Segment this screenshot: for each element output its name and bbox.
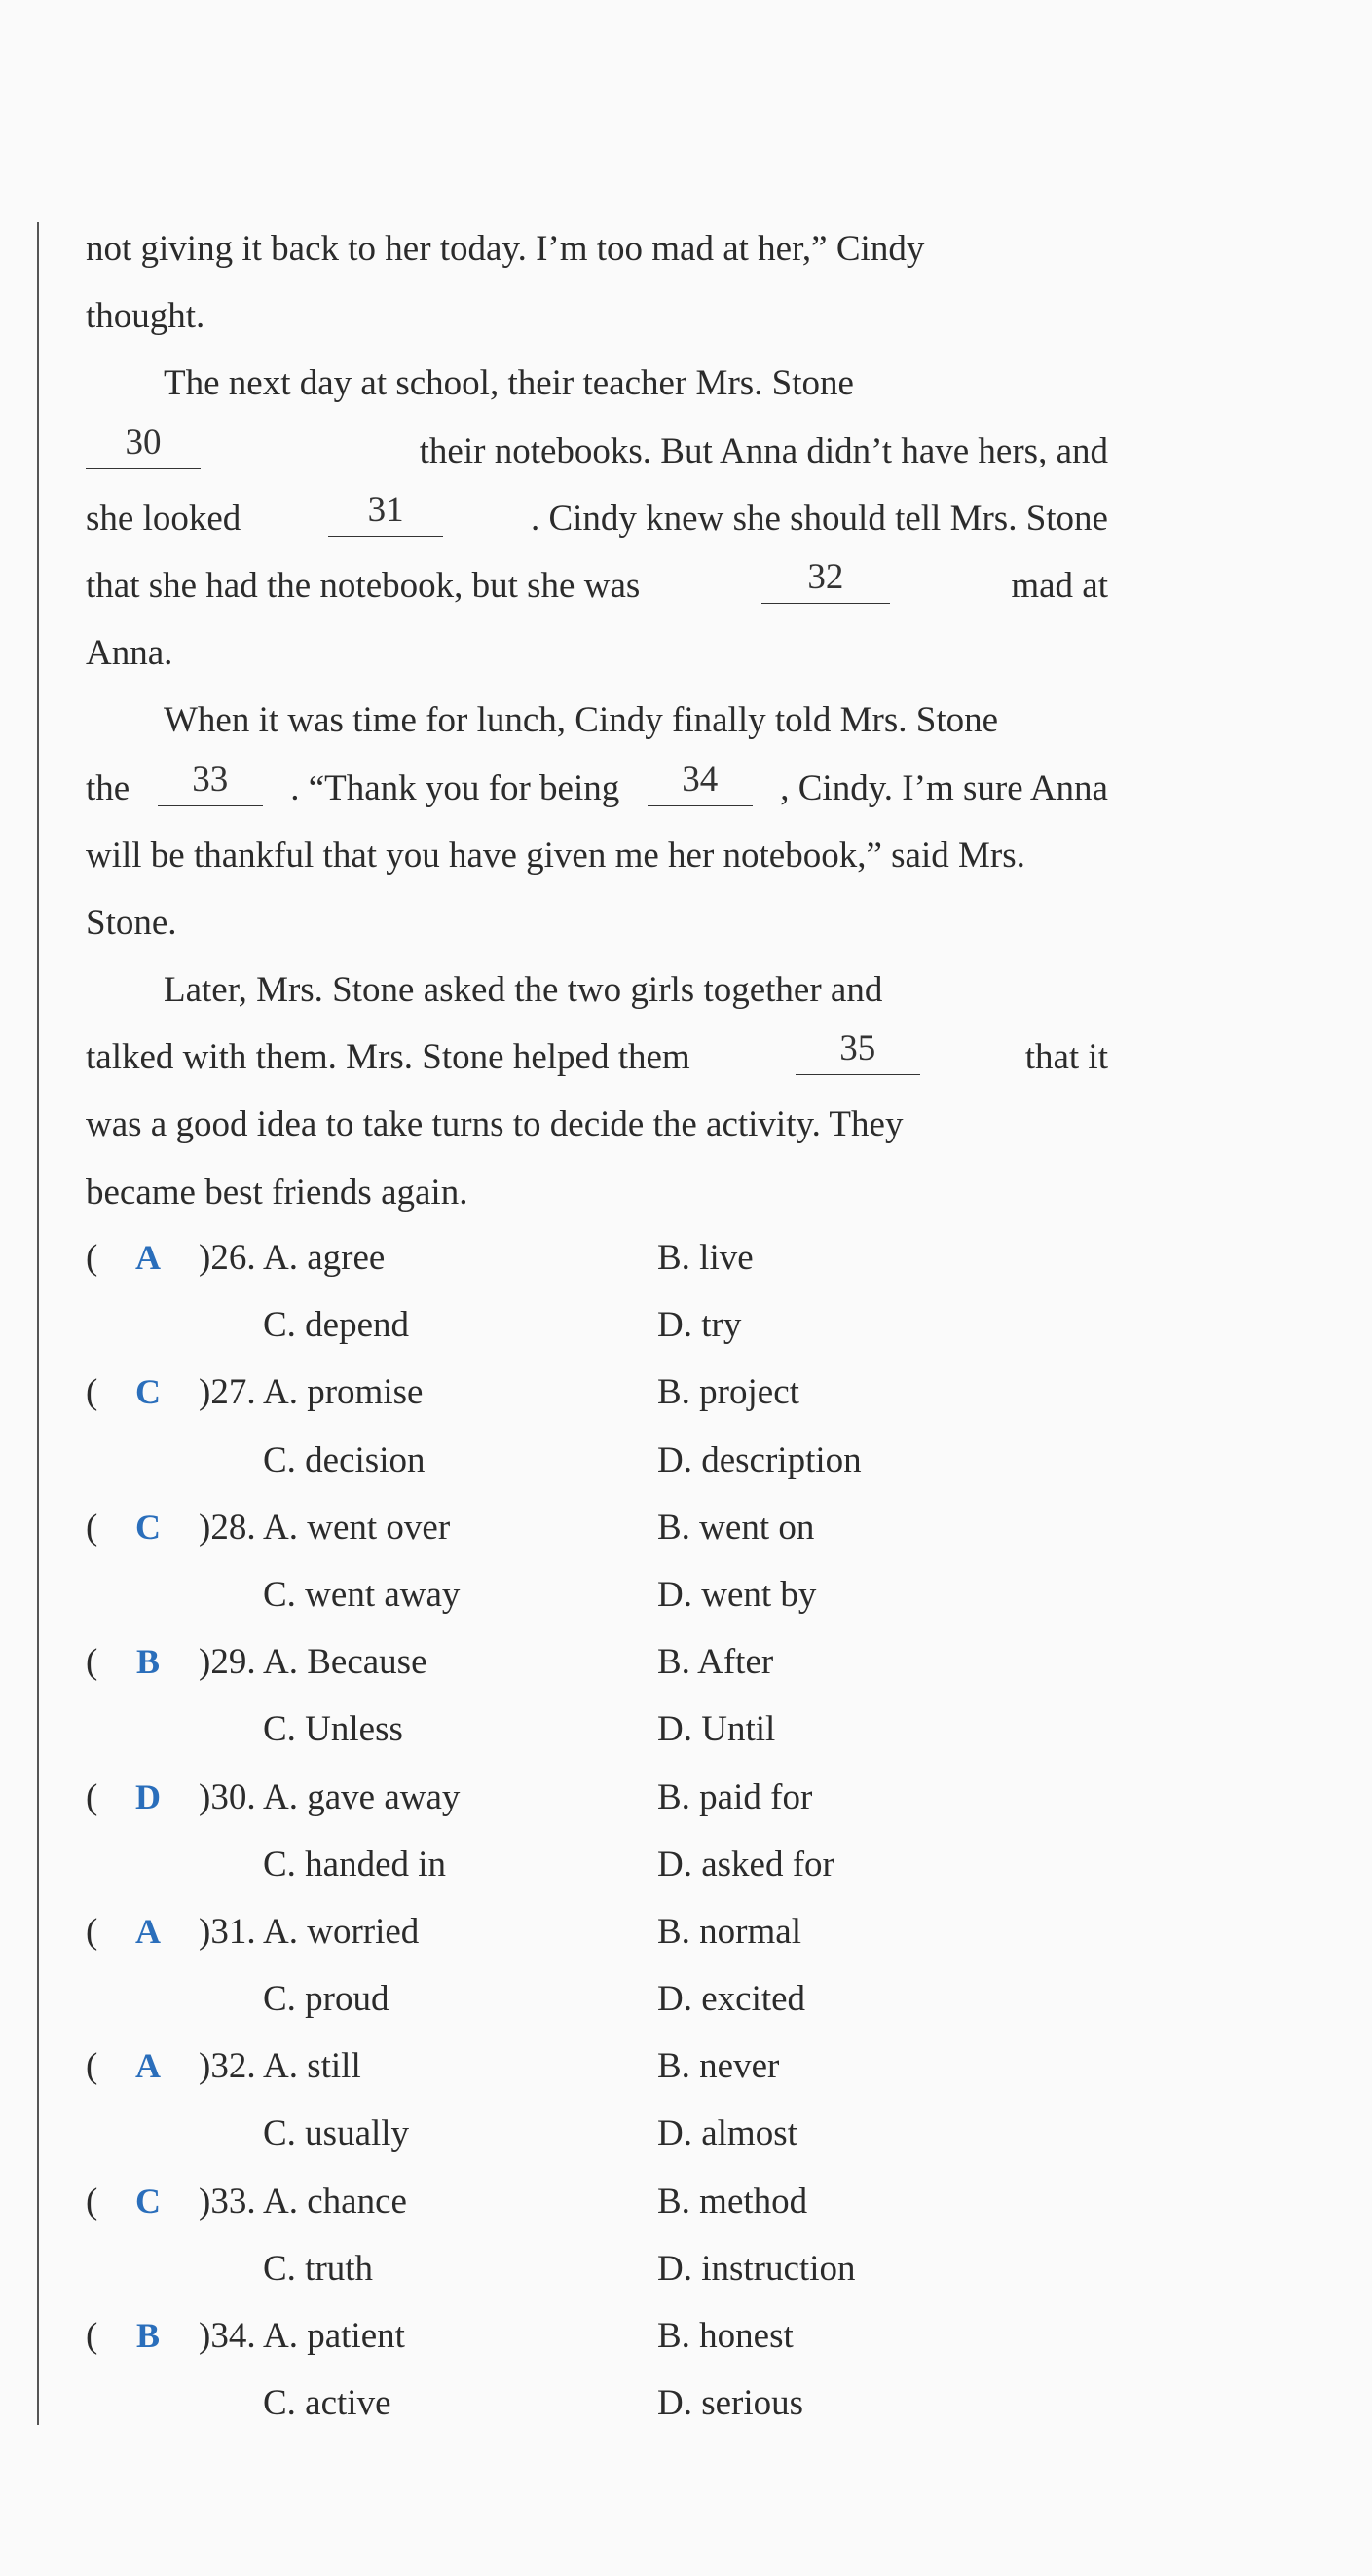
passage-text: The next day at school, their teacher Mrs. Stone [164, 363, 854, 404]
answer-mark: A [135, 2046, 161, 2086]
passage-line [86, 552, 1108, 619]
passage-text: their notebooks. But Anna didn’t have hers, and [419, 430, 1108, 471]
option-a: A. chance [263, 2181, 407, 2221]
passage-line [86, 822, 1108, 889]
passage-line [86, 687, 1108, 754]
question-number: )31. [199, 1911, 256, 1952]
answer-mark: C [135, 2181, 161, 2221]
option-b: B. paid for [657, 1776, 813, 1817]
answer-mark: C [135, 1507, 161, 1547]
open-paren: ( [86, 2181, 98, 2221]
passage-line [86, 889, 1108, 956]
answer-mark: D [135, 1776, 161, 1816]
passage-text: , Cindy. I’m sure Anna [780, 767, 1108, 808]
passage-text: Stone. [86, 902, 177, 943]
option-a: A. gave away [263, 1776, 461, 1817]
option-b: B. project [657, 1372, 799, 1413]
passage-text: mad at [1011, 565, 1108, 606]
open-paren: ( [86, 1776, 98, 1817]
blank-31: 31 [328, 485, 443, 537]
passage-text: will be thankful that you have given me her notebook,” said Mrs. [86, 835, 1025, 876]
passage-text: that it [1024, 1037, 1108, 1078]
open-paren: ( [86, 1372, 98, 1413]
option-d: D. asked for [657, 1844, 834, 1885]
passage [86, 215, 1108, 1226]
passage-text: Later, Mrs. Stone asked the two girls together and [164, 970, 883, 1011]
passage-line [86, 485, 1108, 552]
question-number: )32. [199, 2046, 256, 2087]
option-c: C. truth [263, 2248, 374, 2289]
passage-text: became best friends again. [86, 1172, 468, 1213]
passage-line [86, 1159, 1108, 1226]
option-a: A. agree [263, 1238, 386, 1278]
passage-text: thought. [86, 296, 205, 337]
option-d: D. Until [657, 1709, 776, 1750]
option-a: A. worried [263, 1911, 420, 1952]
passage-text: . Cindy knew she should tell Mrs. Stone [530, 498, 1108, 539]
answer-mark: C [135, 1372, 161, 1412]
blank-30: 30 [86, 418, 201, 469]
option-c: C. decision [263, 1439, 426, 1480]
passage-line [86, 755, 1108, 822]
option-b: B. went on [657, 1507, 815, 1548]
option-c: C. went away [263, 1574, 461, 1615]
option-b: B. honest [657, 2316, 794, 2356]
option-a: A. Because [263, 1642, 427, 1683]
passage-text: that she had the notebook, but she was [86, 565, 641, 606]
option-a: A. patient [263, 2316, 405, 2356]
passage-text: . “Thank you for being [290, 767, 620, 808]
option-d: D. description [657, 1439, 862, 1480]
open-paren: ( [86, 1507, 98, 1548]
passage-line [86, 1091, 1108, 1158]
passage-text: the [86, 767, 130, 808]
option-c: C. active [263, 2383, 391, 2424]
option-d: D. try [657, 1305, 742, 1346]
answer-mark: B [135, 1642, 160, 1682]
option-c: C. depend [263, 1305, 410, 1346]
question-number: )34. [199, 2316, 256, 2356]
option-c: C. proud [263, 1979, 389, 2020]
passage-line [86, 350, 1108, 417]
option-a: A. still [263, 2046, 361, 2087]
blank-33: 33 [158, 755, 263, 806]
passage-text: was a good idea to take turns to decide the activity. They [86, 1104, 904, 1145]
question-number: )33. [199, 2181, 256, 2221]
option-d: D. went by [657, 1574, 817, 1615]
option-a: A. promise [263, 1372, 424, 1413]
blank-32: 32 [761, 552, 890, 604]
option-b: B. After [657, 1642, 774, 1683]
option-b: B. normal [657, 1911, 801, 1952]
open-paren: ( [86, 1642, 98, 1683]
option-d: D. excited [657, 1979, 806, 2020]
question-number: )30. [199, 1776, 256, 1817]
open-paren: ( [86, 2046, 98, 2087]
option-b: B. live [657, 1238, 754, 1278]
passage-line [86, 282, 1108, 350]
answer-mark: A [135, 1238, 161, 1277]
question-number: )29. [199, 1642, 256, 1683]
passage-text: not giving it back to her today. I’m too mad at her,” Cindy [86, 229, 925, 269]
option-d: D. instruction [657, 2248, 856, 2289]
question-number: )28. [199, 1507, 256, 1548]
passage-line [86, 1024, 1108, 1091]
passage-text: talked with them. Mrs. Stone helped them [86, 1037, 690, 1078]
passage-text: she looked [86, 498, 241, 539]
option-d: D. almost [657, 2113, 797, 2154]
option-c: C. handed in [263, 1844, 447, 1885]
passage-text: Anna. [86, 633, 173, 674]
answer-mark: A [135, 1911, 161, 1951]
passage-line [86, 619, 1108, 687]
blank-35: 35 [796, 1024, 920, 1075]
option-c: C. Unless [263, 1709, 403, 1750]
open-paren: ( [86, 2316, 98, 2356]
option-b: B. never [657, 2046, 780, 2087]
option-d: D. serious [657, 2383, 804, 2424]
question-number: )26. [199, 1238, 256, 1278]
passage-text: When it was time for lunch, Cindy finally told Mrs. Stone [164, 700, 999, 741]
passage-line [86, 215, 1108, 282]
blank-34: 34 [648, 755, 753, 806]
option-b: B. method [657, 2181, 808, 2221]
answer-mark: B [135, 2316, 160, 2355]
passage-line [86, 418, 1108, 485]
option-c: C. usually [263, 2113, 410, 2154]
passage-line [86, 956, 1108, 1024]
question-number: )27. [199, 1372, 256, 1413]
open-paren: ( [86, 1238, 98, 1278]
open-paren: ( [86, 1911, 98, 1952]
option-a: A. went over [263, 1507, 451, 1548]
margin-rule [37, 222, 39, 2425]
